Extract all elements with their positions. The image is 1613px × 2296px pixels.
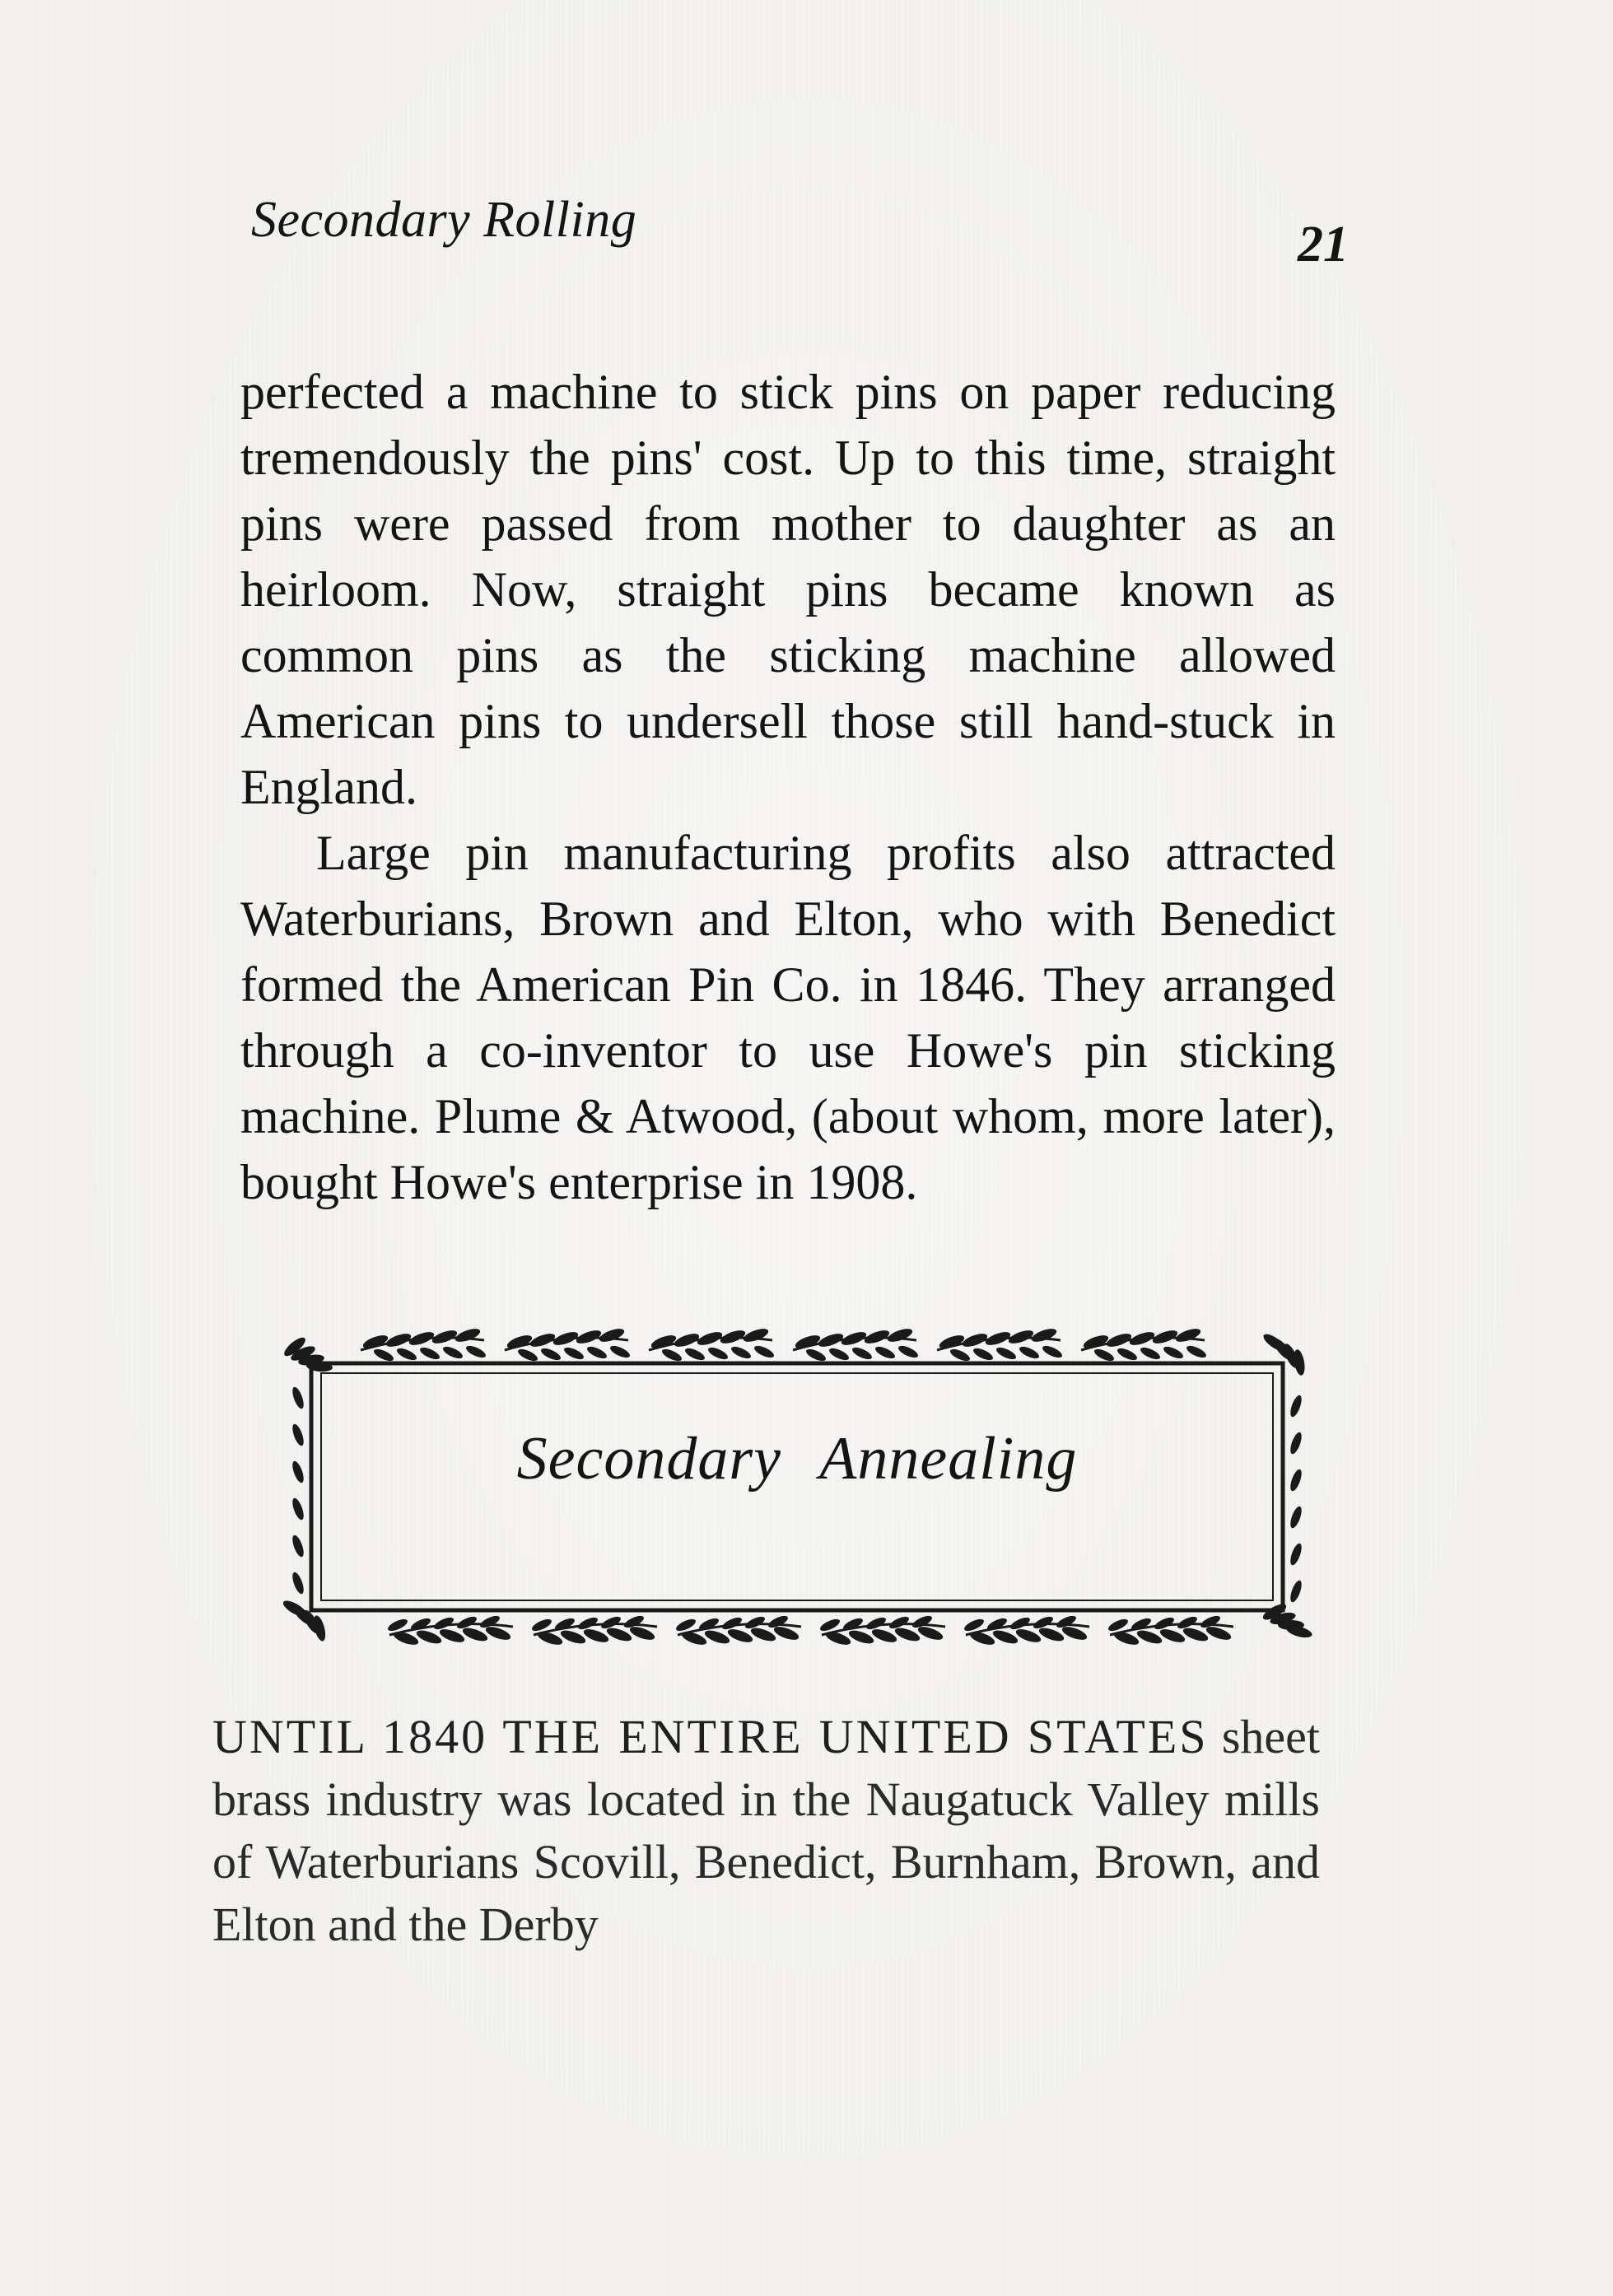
side-leaf: [291, 1497, 306, 1521]
laurel-leaf: [539, 1346, 562, 1362]
laurel-leaf: [696, 1330, 724, 1348]
paragraph-2: Large pin manufacturing profits also attracted Waterburians, Brown and Elton, who with Benedict formed the American Pin Co. in 1846. They arranged through a co-inventor to use Howe's pin sticking machine. Plume & Atwood, (about whom, more later), bought Howe's enterprise in 1908.: [240, 826, 1336, 1209]
laurel-leaf: [991, 1628, 1019, 1646]
laurel-leaf: [726, 1627, 754, 1645]
laurel-leaf: [703, 1628, 731, 1646]
laurel-leaf: [742, 1326, 770, 1344]
laurel-leaf: [851, 1345, 874, 1362]
section-paragraph: [212, 1706, 1320, 1956]
body-text: [240, 359, 1336, 1215]
laurel-leaf: [1116, 1346, 1139, 1362]
laurel-leaf: [874, 1344, 897, 1361]
laurel-leaf: [863, 1328, 891, 1346]
laurel-leaf: [1158, 1627, 1186, 1645]
laurel-leaf: [529, 1331, 557, 1349]
laurel-leaf: [1037, 1625, 1065, 1643]
laurel-leaf: [660, 1347, 683, 1363]
laurel-leaf: [749, 1625, 777, 1643]
laurel-leaf: [575, 1328, 603, 1346]
side-leaf: [1289, 1542, 1304, 1567]
side-leaf: [291, 1571, 306, 1595]
laurel-leaf: [516, 1347, 539, 1363]
laurel-leaf: [562, 1345, 585, 1362]
laurel-leaf: [1185, 1344, 1208, 1360]
laurel-leaf: [719, 1328, 747, 1346]
laurel-leaf: [408, 1330, 436, 1348]
laurel-leaf: [817, 1331, 845, 1349]
laurel-leaf: [441, 1344, 464, 1361]
laurel-leaf: [461, 1625, 489, 1643]
laurel-leaf: [1041, 1344, 1064, 1360]
laurel-leaf: [464, 1344, 487, 1360]
show-through-texture: [947, 222, 994, 275]
laurel-leaf: [995, 1345, 1018, 1362]
laurel-leaf: [1014, 1627, 1042, 1645]
laurel-leaf: [1174, 1326, 1202, 1344]
side-leaf: [291, 1534, 306, 1558]
side-leaf: [1289, 1579, 1304, 1604]
section-opening-caps: UNTIL 1840 THE ENTIRE UNITED STATES: [212, 1710, 1209, 1763]
laurel-leaf: [673, 1331, 701, 1349]
paragraph-1: perfected a machine to stick pins on paper reducing tremendously the pins' cost. Up to this time, straight pins were passed from mother to daughter as an heirloom. Now, straight pins became known as common pins as the sticking machine allowed American pins to undersell those still hand-stuck in England.: [240, 365, 1336, 814]
laurel-leaf: [1093, 1347, 1116, 1363]
laurel-leaf: [1182, 1625, 1210, 1643]
laurel-leaf: [1105, 1331, 1133, 1349]
laurel-leaf: [1128, 1330, 1156, 1348]
side-leaf: [1289, 1394, 1304, 1418]
laurel-leaf: [1030, 1326, 1058, 1344]
side-leaf: [291, 1386, 306, 1410]
laurel-leaf: [961, 1331, 989, 1349]
section-title: Secondary Annealing: [516, 1425, 1078, 1493]
laurel-leaf: [585, 1344, 608, 1361]
laurel-leaf: [431, 1328, 459, 1346]
laurel-leaf: [415, 1628, 443, 1646]
section-body: [212, 1706, 1320, 1956]
laurel-leaf: [753, 1344, 776, 1360]
page-number: 21: [1298, 217, 1349, 272]
laurel-leaf: [897, 1344, 920, 1360]
laurel-leaf: [870, 1627, 898, 1645]
laurel-leaf: [1135, 1628, 1163, 1646]
laurel-leaf: [730, 1344, 753, 1361]
laurel-leaf: [559, 1628, 587, 1646]
laurel-leaf: [706, 1345, 730, 1362]
laurel-leaf: [972, 1346, 995, 1362]
laurel-leaf: [418, 1345, 441, 1362]
laurel-leaf: [683, 1346, 706, 1362]
laurel-leaf: [840, 1330, 868, 1348]
laurel-leaf: [608, 1344, 632, 1360]
laurel-leaf: [395, 1346, 418, 1362]
laurel-leaf: [847, 1628, 875, 1646]
running-head: Secondary Rolling: [251, 192, 637, 248]
side-leaf: [1289, 1505, 1304, 1530]
laurel-leaf: [1151, 1328, 1179, 1346]
laurel-leaf: [804, 1347, 827, 1363]
laurel-leaf: [454, 1326, 482, 1344]
laurel-leaf: [582, 1627, 610, 1645]
laurel-leaf: [385, 1331, 413, 1349]
laurel-leaf: [893, 1625, 921, 1643]
laurel-leaf: [552, 1330, 580, 1348]
laurel-leaf: [1007, 1328, 1035, 1346]
laurel-leaf: [1018, 1344, 1041, 1361]
laurel-leaf: [1162, 1344, 1185, 1361]
laurel-leaf: [598, 1326, 626, 1344]
laurel-leaf: [605, 1625, 633, 1643]
laurel-leaf: [372, 1347, 395, 1363]
laurel-leaf: [438, 1627, 466, 1645]
laurel-leaf: [984, 1330, 1012, 1348]
section-text: sheet brass industry was located in the Naugatuck Valley mills of Waterburians Scovill, Benedict, Burnham, Brown, and Elton and the Derby: [212, 1710, 1321, 1951]
laurel-leaf: [949, 1347, 972, 1363]
laurel-leaf: [1139, 1345, 1162, 1362]
laurel-leaf: [827, 1346, 851, 1362]
laurel-leaf: [886, 1326, 914, 1344]
